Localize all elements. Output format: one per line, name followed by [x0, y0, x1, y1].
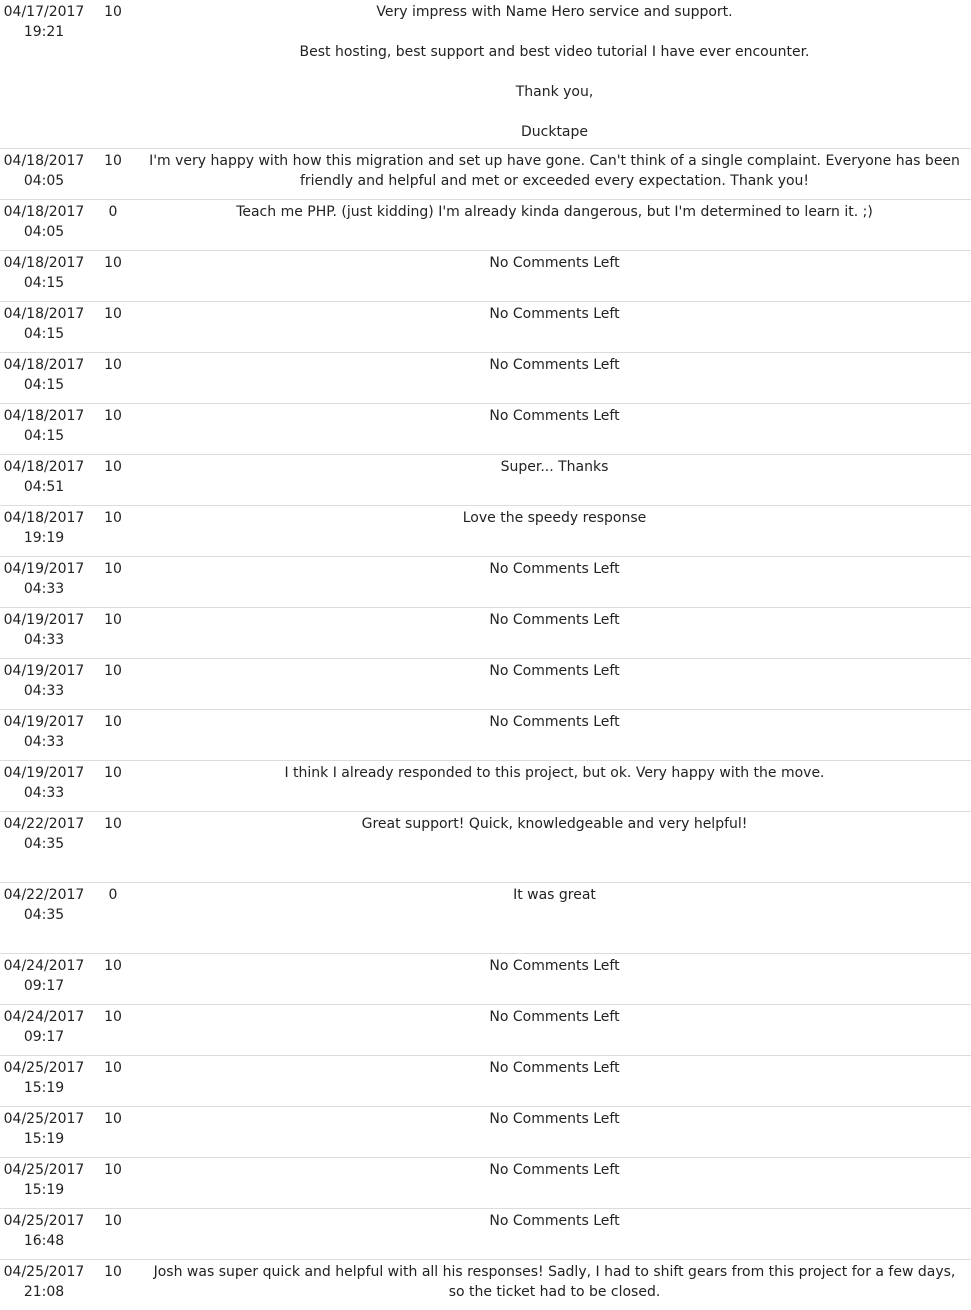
score-cell	[88, 454, 138, 505]
time-text: 04:15	[23, 325, 65, 342]
comment-text: Super... Thanks	[500, 458, 609, 475]
date-cell	[0, 505, 88, 556]
score-text: 10	[104, 815, 122, 832]
date-cell	[0, 1055, 88, 1106]
date-text: 04/19/2017	[3, 560, 85, 577]
date-text: 04/22/2017	[3, 886, 85, 903]
time-text: 04:15	[23, 427, 65, 444]
score-cell	[88, 352, 138, 403]
comment-cell	[138, 250, 971, 301]
comment-text: No Comments Left	[489, 957, 620, 974]
comment-text: No Comments Left	[489, 1008, 620, 1025]
score-cell	[88, 250, 138, 301]
date-cell	[0, 403, 88, 454]
table-row	[0, 760, 971, 811]
comment-text: No Comments Left	[489, 560, 620, 577]
comment-text: I think I already responded to this project, but ok. Very happy with the move.	[284, 764, 825, 781]
table-row	[0, 1208, 971, 1259]
score-cell	[88, 1106, 138, 1157]
comment-cell	[138, 0, 971, 148]
time-text: 15:19	[23, 1181, 65, 1198]
score-cell	[88, 811, 138, 882]
score-cell	[88, 760, 138, 811]
date-cell	[0, 199, 88, 250]
comment-cell	[138, 556, 971, 607]
comment-text: Thank you,	[515, 84, 594, 100]
score-text: 10	[104, 1059, 122, 1076]
date-text: 04/25/2017	[3, 1110, 85, 1127]
date-text: 04/18/2017	[3, 152, 85, 169]
time-text: 04:05	[23, 172, 65, 189]
time-text: 04:51	[23, 478, 65, 495]
comment-text: No Comments Left	[489, 611, 620, 628]
comment-cell	[138, 1208, 971, 1259]
comment-text: No Comments Left	[489, 1110, 620, 1127]
score-cell	[88, 301, 138, 352]
table-row	[0, 148, 971, 199]
date-text: 04/18/2017	[3, 356, 85, 373]
date-cell	[0, 454, 88, 505]
date-text: 04/18/2017	[3, 407, 85, 424]
comment-cell	[138, 352, 971, 403]
comment-cell	[138, 882, 971, 953]
comment-text: No Comments Left	[489, 1059, 620, 1076]
time-text: 21:08	[23, 1283, 65, 1300]
table-row	[0, 1004, 971, 1055]
score-text: 10	[104, 407, 122, 424]
date-cell	[0, 882, 88, 953]
score-cell	[88, 882, 138, 953]
score-text: 10	[104, 356, 122, 373]
time-text: 04:15	[23, 376, 65, 393]
date-cell	[0, 760, 88, 811]
comment-gap	[146, 102, 963, 122]
score-text: 10	[104, 713, 122, 730]
table-row	[0, 352, 971, 403]
score-cell	[88, 709, 138, 760]
comment-text: No Comments Left	[489, 407, 620, 424]
time-text: 19:19	[23, 529, 65, 546]
comment-cell	[138, 199, 971, 250]
comment-text: Great support! Quick, knowledgeable and very helpful!	[361, 815, 748, 832]
comment-cell	[138, 709, 971, 760]
comment-cell	[138, 148, 971, 199]
score-cell	[88, 1208, 138, 1259]
date-cell	[0, 301, 88, 352]
date-cell	[0, 709, 88, 760]
time-text: 04:33	[23, 733, 65, 750]
date-text: 04/18/2017	[3, 305, 85, 322]
date-cell	[0, 352, 88, 403]
date-text: 04/18/2017	[3, 203, 85, 220]
score-text: 10	[104, 1110, 122, 1127]
time-text: 04:05	[23, 223, 65, 240]
comment-cell	[138, 1055, 971, 1106]
comment-text: I'm very happy with how this migration and set up have gone. Can't think of a single complaint. Everyone has been friendly and helpful and met or exceeded every expectation. Thank you!	[149, 152, 960, 189]
table-row	[0, 0, 971, 148]
table-row	[0, 403, 971, 454]
table-row	[0, 658, 971, 709]
score-text: 0	[108, 886, 118, 903]
comment-cell	[138, 454, 971, 505]
time-text: 04:33	[23, 784, 65, 801]
comment-text: Teach me PHP. (just kidding) I'm already kinda dangerous, but I'm determined to learn it. ;)	[236, 203, 873, 220]
table-row	[0, 1106, 971, 1157]
comment-text: Best hosting, best support and best video tutorial I have ever encounter.	[299, 44, 810, 60]
comment-cell	[138, 301, 971, 352]
date-cell	[0, 148, 88, 199]
time-text: 04:33	[23, 631, 65, 648]
comment-text: It was great	[513, 886, 596, 903]
comment-text: No Comments Left	[489, 356, 620, 373]
table-row	[0, 199, 971, 250]
comment-text: No Comments Left	[489, 305, 620, 322]
comment-text: Love the speedy response	[462, 509, 647, 526]
time-text: 04:15	[23, 274, 65, 291]
time-text: 19:21	[23, 24, 65, 40]
time-text: 09:17	[23, 977, 65, 994]
date-text: 04/24/2017	[3, 957, 85, 974]
table-row	[0, 1055, 971, 1106]
comment-cell	[138, 505, 971, 556]
date-cell	[0, 250, 88, 301]
score-cell	[88, 1157, 138, 1208]
score-text: 10	[104, 957, 122, 974]
comment-cell	[138, 1004, 971, 1055]
table-row	[0, 607, 971, 658]
comment-cell	[138, 403, 971, 454]
table-row	[0, 709, 971, 760]
score-text: 10	[104, 458, 122, 475]
comment-text: Josh was super quick and helpful with all his responses! Sadly, I had to shift gears from this project for a few days, so the ticket had to be closed.	[153, 1263, 956, 1300]
date-cell	[0, 1004, 88, 1055]
date-text: 04/25/2017	[3, 1212, 85, 1229]
comment-text: No Comments Left	[489, 1212, 620, 1229]
comment-text: No Comments Left	[489, 713, 620, 730]
date-text: 04/18/2017	[3, 509, 85, 526]
date-text: 04/22/2017	[3, 815, 85, 832]
time-text: 04:35	[23, 835, 65, 852]
date-text: 04/25/2017	[3, 1263, 85, 1280]
comment-text: Very impress with Name Hero service and support.	[376, 4, 733, 20]
date-cell	[0, 811, 88, 882]
score-text: 10	[104, 509, 122, 526]
score-text: 10	[104, 4, 122, 20]
date-cell	[0, 556, 88, 607]
table-row	[0, 250, 971, 301]
score-cell	[88, 658, 138, 709]
score-cell	[88, 505, 138, 556]
score-text: 10	[104, 254, 122, 271]
date-text: 04/19/2017	[3, 662, 85, 679]
comment-cell	[138, 1259, 971, 1310]
score-text: 10	[104, 1263, 122, 1280]
time-text: 15:19	[23, 1130, 65, 1147]
table-row	[0, 811, 971, 882]
score-text: 10	[104, 1161, 122, 1178]
table-row	[0, 556, 971, 607]
date-text: 04/25/2017	[3, 1161, 85, 1178]
score-text: 10	[104, 152, 122, 169]
comment-text: No Comments Left	[489, 662, 620, 679]
comment-cell	[138, 658, 971, 709]
date-text: 04/18/2017	[3, 458, 85, 475]
score-cell	[88, 607, 138, 658]
table-row	[0, 301, 971, 352]
score-cell	[88, 1004, 138, 1055]
date-cell	[0, 1106, 88, 1157]
time-text: 04:33	[23, 682, 65, 699]
table-row	[0, 953, 971, 1004]
score-cell	[88, 953, 138, 1004]
time-text: 15:19	[23, 1079, 65, 1096]
date-text: 04/19/2017	[3, 764, 85, 781]
score-text: 10	[104, 560, 122, 577]
comment-gap	[146, 62, 963, 82]
time-text: 04:35	[23, 906, 65, 923]
score-text: 10	[104, 764, 122, 781]
score-text: 10	[104, 1008, 122, 1025]
date-cell	[0, 1157, 88, 1208]
score-cell	[88, 0, 138, 148]
score-text: 10	[104, 611, 122, 628]
comment-text: No Comments Left	[489, 1161, 620, 1178]
date-cell	[0, 658, 88, 709]
date-cell	[0, 0, 88, 148]
table-row	[0, 1157, 971, 1208]
date-text: 04/24/2017	[3, 1008, 85, 1025]
score-text: 0	[108, 203, 118, 220]
score-cell	[88, 1259, 138, 1310]
date-text: 04/25/2017	[3, 1059, 85, 1076]
score-cell	[88, 403, 138, 454]
date-cell	[0, 1259, 88, 1310]
comment-text: Ducktape	[520, 124, 589, 140]
score-text: 10	[104, 305, 122, 322]
score-cell	[88, 148, 138, 199]
date-text: 04/17/2017	[3, 4, 85, 20]
time-text: 09:17	[23, 1028, 65, 1045]
comment-cell	[138, 811, 971, 882]
comment-cell	[138, 1157, 971, 1208]
table-row	[0, 882, 971, 953]
comment-gap	[146, 22, 963, 42]
date-cell	[0, 1208, 88, 1259]
date-cell	[0, 953, 88, 1004]
score-cell	[88, 1055, 138, 1106]
date-text: 04/18/2017	[3, 254, 85, 271]
table-row	[0, 454, 971, 505]
comment-cell	[138, 607, 971, 658]
comment-text: No Comments Left	[489, 254, 620, 271]
table-row	[0, 505, 971, 556]
comment-cell	[138, 953, 971, 1004]
score-cell	[88, 556, 138, 607]
table-row	[0, 1259, 971, 1310]
score-text: 10	[104, 662, 122, 679]
time-text: 04:33	[23, 580, 65, 597]
score-cell	[88, 199, 138, 250]
date-cell	[0, 607, 88, 658]
score-text: 10	[104, 1212, 122, 1229]
date-text: 04/19/2017	[3, 611, 85, 628]
date-text: 04/19/2017	[3, 713, 85, 730]
comment-cell	[138, 1106, 971, 1157]
comment-cell	[138, 760, 971, 811]
time-text: 16:48	[23, 1232, 65, 1249]
